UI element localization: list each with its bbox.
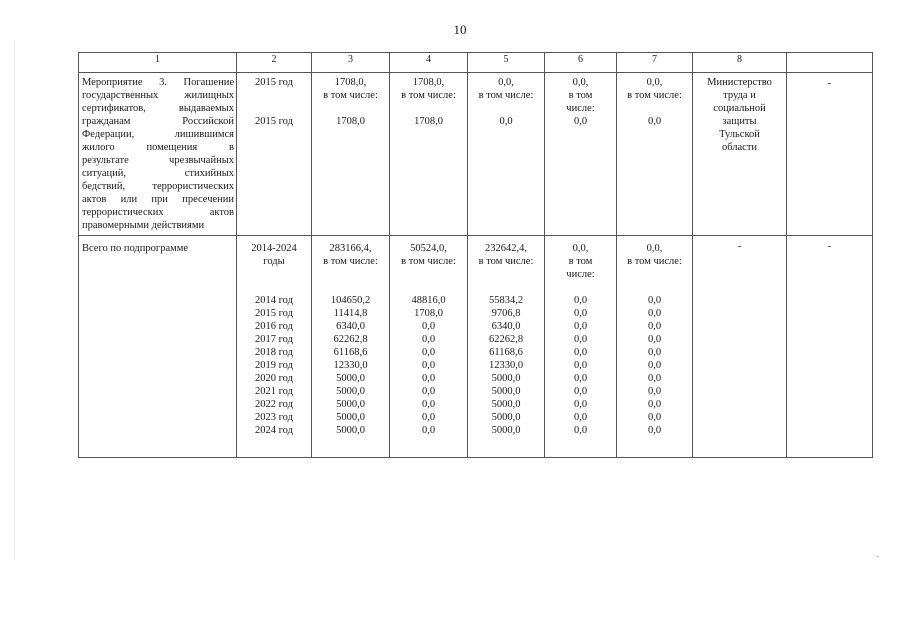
year-value-c3: 104650,2 (330, 295, 371, 306)
year-value-c7: 0,0 (647, 334, 662, 345)
year-value-c6: 0,0 (573, 412, 588, 423)
col4-note: в том числе: (401, 256, 456, 267)
year-value-year: 2021 год (255, 386, 293, 397)
col7-note: в том числе: (627, 256, 682, 267)
header-cell-9 (787, 53, 873, 73)
year-value-c6: 0,0 (573, 308, 588, 319)
year-value-c6: 0,0 (573, 373, 588, 384)
period-total: 2015 год (255, 77, 293, 88)
col6-note: в том (568, 256, 593, 267)
col3-values (314, 294, 387, 437)
header-cell-1: 1 (79, 53, 237, 73)
executor-line: Тульской (719, 129, 760, 140)
year-value-c5: 62262,8 (488, 334, 524, 345)
measure-3-row (79, 73, 873, 236)
executor-line: Министерство (707, 77, 772, 88)
year-value-year: 2015 год (255, 308, 293, 319)
year-value-c5: 61168,6 (489, 347, 523, 358)
col7-cell (617, 236, 693, 458)
desc-line: гражданам Российской (82, 116, 234, 127)
period-detail: 2015 год (255, 116, 293, 127)
col4-cell (390, 236, 468, 458)
year-value-c4: 0,0 (421, 321, 436, 332)
col4-total: 1708,0, (412, 77, 445, 88)
year-value-c6: 0,0 (573, 360, 588, 371)
year-value-c7: 0,0 (647, 308, 662, 319)
desc-line: правомерными действиями (82, 220, 205, 231)
col5-values (470, 294, 542, 437)
year-value-c7: 0,0 (647, 425, 662, 436)
scan-mark (14, 40, 15, 560)
desc-line: Федерации, лишившимся (82, 129, 234, 140)
desc-line: Мероприятие 3. Погашение (82, 77, 234, 88)
col7-values (619, 294, 690, 437)
col4-value: 1708,0 (414, 116, 443, 127)
year-value-c3: 11414,8 (333, 308, 368, 319)
subprogram-total-label (79, 236, 237, 458)
year-value-c7: 0,0 (647, 386, 662, 397)
col6-note: числе: (566, 103, 595, 114)
col5-total: 232642,4, (485, 243, 527, 254)
col3-cell (312, 73, 390, 236)
year-value-c6: 0,0 (573, 425, 588, 436)
measure-description (79, 73, 237, 236)
year-value-c5: 55834,2 (488, 295, 524, 306)
executor-line: защиты (722, 116, 757, 127)
year-value-c3: 12330,0 (333, 360, 368, 371)
col6-total: 0,0, (572, 77, 589, 88)
col7-total: 0,0, (646, 243, 663, 254)
executor-cell (693, 73, 787, 236)
desc-line: ситуаций, стихийных (82, 168, 234, 179)
year-list (239, 294, 309, 437)
year-value-c4: 0,0 (421, 386, 436, 397)
year-value-year: 2024 год (255, 425, 293, 436)
col3-total: 283166,4, (329, 243, 372, 254)
col7-note: в том числе: (627, 90, 682, 101)
header-row (79, 53, 873, 73)
col9-cell: - (787, 236, 873, 458)
period-cell (237, 236, 312, 458)
desc-line: бедствий, террористических (82, 181, 234, 192)
scan-mark (876, 556, 879, 557)
year-value-c3: 6340,0 (336, 321, 365, 332)
period-range: 2014-2024 (251, 243, 297, 254)
year-value-c7: 0,0 (647, 360, 662, 371)
year-value-c5: 12330,0 (488, 360, 524, 371)
year-value-c3: 5000,0 (336, 425, 365, 436)
executor-cell: - (693, 236, 787, 458)
col5-note: в том числе: (478, 90, 534, 101)
budget-table (78, 52, 873, 458)
col6-cell (545, 73, 617, 236)
year-value-c3: 5000,0 (336, 412, 365, 423)
total-label-text: Всего по подпрограмме (82, 243, 189, 254)
year-value-c4: 1708,0 (414, 308, 443, 319)
executor-line: социальной (713, 103, 766, 114)
year-value-year: 2018 год (255, 347, 293, 358)
year-value-c7: 0,0 (647, 399, 662, 410)
col7-cell (617, 73, 693, 236)
year-value-year: 2023 год (255, 412, 293, 423)
page-number: 10 (453, 22, 467, 37)
col6-note: в том (568, 90, 593, 101)
year-value-c5: 5000,0 (491, 386, 521, 397)
executor-line: труда и (723, 90, 756, 101)
desc-line: результате чрезвычайных (82, 155, 234, 166)
subprogram-total-row (79, 236, 873, 458)
header-cell-3: 3 (312, 53, 390, 73)
year-value-c7: 0,0 (647, 373, 662, 384)
header-cell-5: 5 (468, 53, 545, 73)
desc-line: террористических актов (82, 207, 234, 218)
year-value-year: 2022 год (255, 399, 293, 410)
col3-value: 1708,0 (336, 116, 365, 127)
col6-total: 0,0, (572, 243, 589, 254)
desc-line: жилого помещения в (82, 142, 234, 153)
col6-value: 0,0 (573, 116, 588, 127)
year-value-c4: 0,0 (421, 360, 436, 371)
year-value-c4: 48816,0 (411, 295, 446, 306)
year-value-year: 2017 год (255, 334, 293, 345)
year-value-c3: 5000,0 (336, 386, 365, 397)
year-value-c6: 0,0 (573, 334, 588, 345)
header-cell-6: 6 (545, 53, 617, 73)
executor-line: области (721, 142, 758, 153)
year-value-c6: 0,0 (573, 399, 588, 410)
year-value-year: 2016 год (255, 321, 293, 332)
col7-value: 0,0 (647, 116, 662, 127)
col4-note: в том числе: (401, 90, 456, 101)
col6-note: числе: (566, 269, 595, 280)
year-value-c3: 5000,0 (336, 373, 365, 384)
year-value-c3: 61168,6 (333, 347, 368, 358)
year-value-c4: 0,0 (421, 334, 436, 345)
header-cell-2: 2 (237, 53, 312, 73)
col4-cell (390, 73, 468, 236)
year-value-c4: 0,0 (421, 347, 436, 358)
col5-total: 0,0, (498, 77, 514, 88)
period-cell (237, 73, 312, 236)
col6-values (547, 294, 614, 437)
year-value-c4: 0,0 (421, 373, 436, 384)
col3-cell (312, 236, 390, 458)
year-value-c6: 0,0 (573, 347, 588, 358)
col3-total: 1708,0, (334, 77, 367, 88)
col5-note: в том числе: (478, 256, 534, 267)
year-value-c5: 5000,0 (491, 425, 521, 436)
year-value-year: 2019 год (255, 360, 293, 371)
year-value-c5: 9706,8 (491, 308, 521, 319)
year-value-c3: 62262,8 (333, 334, 368, 345)
desc-line: сертификатов, выдаваемых (82, 103, 234, 114)
desc-line: государственных жилищных (82, 90, 234, 101)
period-range-unit: годы (263, 256, 285, 267)
year-value-c5: 5000,0 (491, 412, 521, 423)
col4-total: 50524,0, (410, 243, 447, 254)
header-cell-4: 4 (390, 53, 468, 73)
year-value-year: 2014 год (255, 295, 293, 306)
col4-values (392, 294, 465, 437)
year-value-c4: 0,0 (421, 399, 436, 410)
col3-note: в том числе: (323, 90, 378, 101)
col5-value: 0,0 (499, 116, 513, 127)
year-value-c4: 0,0 (421, 412, 436, 423)
year-value-c7: 0,0 (647, 295, 662, 306)
year-value-c7: 0,0 (647, 412, 662, 423)
year-value-c6: 0,0 (573, 321, 588, 332)
year-value-c4: 0,0 (421, 425, 436, 436)
header-cell-8: 8 (693, 53, 787, 73)
col5-cell (468, 236, 545, 458)
year-value-c7: 0,0 (647, 321, 662, 332)
year-value-c6: 0,0 (573, 386, 588, 397)
year-value-c7: 0,0 (647, 347, 662, 358)
col5-cell (468, 73, 545, 236)
col9-cell: - (787, 73, 873, 236)
year-value-c5: 5000,0 (491, 373, 521, 384)
col7-total: 0,0, (646, 77, 663, 88)
year-value-c5: 5000,0 (491, 399, 521, 410)
year-value-c3: 5000,0 (336, 399, 365, 410)
desc-line: актов или при пресечении (82, 194, 234, 205)
header-cell-7: 7 (617, 53, 693, 73)
year-value-c5: 6340,0 (491, 321, 521, 332)
col3-note: в том числе: (323, 256, 378, 267)
year-value-c6: 0,0 (573, 295, 588, 306)
year-value-year: 2020 год (255, 373, 293, 384)
col6-cell (545, 236, 617, 458)
